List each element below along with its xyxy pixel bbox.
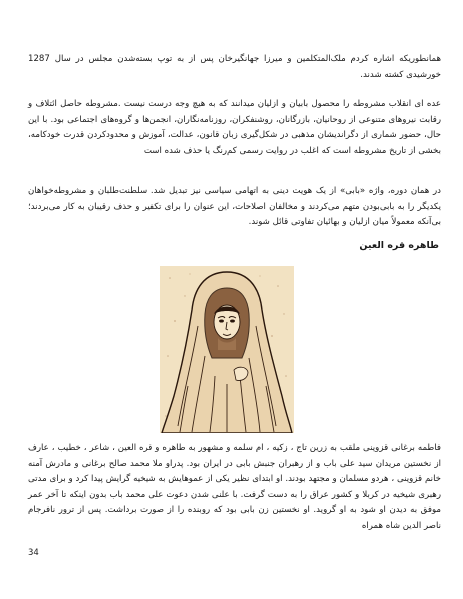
portrait-image <box>160 266 294 433</box>
paragraph-1-text: همانطوریکه اشاره کردم ملک‌المتکلمین و میرزا جهانگیرخان پس از به توپ بسته‌شدن مجلس در سال 1287 خورشیدی کشته شدند. <box>28 54 441 80</box>
paragraph-2-text: عده ای انقلاب مشروطه را محصول بابیان و ازلیان میدانند که به هیچ وجه درست نیست .مشروطه حاصل ائتلاف و رقابت نیروهای متنوعی از روحانیان، بازرگانان، روشنفکران، روزنامه‌نگاران، انجمن‌ها و گروه‌های اجتماعی بود. با این حال، حضور شماری از دگراندیشان مذهبی در شکل‌گیری زبان قانون، عدالت، آموزش و محدودکردن قدرت خودکامه، بخشی از تاریخ مشروطه است که اغلب در روایت رسمی کم‌رنگ یا حذف شده است <box>28 99 441 156</box>
paragraph-3-text: در همان دوره، واژه «بابی» از یک هویت دینی به اتهامی سیاسی نیز تبدیل شد. سلطنت‌طلبان و مشروطه‌خواهان یکدیگر را به بابی‌بودن متهم می‌کردند و مخالفان اصلاحات، این عنوان را برای تکفیر و حذف رقیبان به کار می‌بردند؛ بی‌آنکه معمولاً میان ازلیان و بهائیان تفاوتی قائل شوند. <box>28 186 441 227</box>
paragraph-4-text: فاطمه برغانی قزوینی ملقب به زرین تاج ، زکیه ، ام سلمه و مشهور به طاهره و قره العین ، شاعر ، خطیب ، عارف از نخستین مریدان سید علی باب و از رهبران جنبش بابی در ایران بود. پدراو ملا محمد صالح برغانی و مادرش آمنه خانم قزوینی ، هردو مسلمان و مجتهد بودند. او ابتدای نظیر یکی از عموهایش به شیخیه گرایش پیدا کرد و برای مدتی رهبری شیخیه در کربلا و کشور عراق را به دست گرفت. با علنی شدن دعوت علی محمد باب بدون اینکه تا آخر عمر موفق به دیدن او شود به او گروید. او نخستین زن بابی بود که روبنده را از صورت برداشت. پس از ترور نافرجام ناصر الدین شاه همراه <box>28 443 441 531</box>
page-number: 34 <box>28 548 39 558</box>
section-heading: طاهره قره العین <box>359 240 439 251</box>
paragraph-4 <box>28 441 441 534</box>
paragraph-2 <box>28 97 441 159</box>
paragraph-3 <box>28 184 441 231</box>
paragraph-1 <box>28 52 441 83</box>
